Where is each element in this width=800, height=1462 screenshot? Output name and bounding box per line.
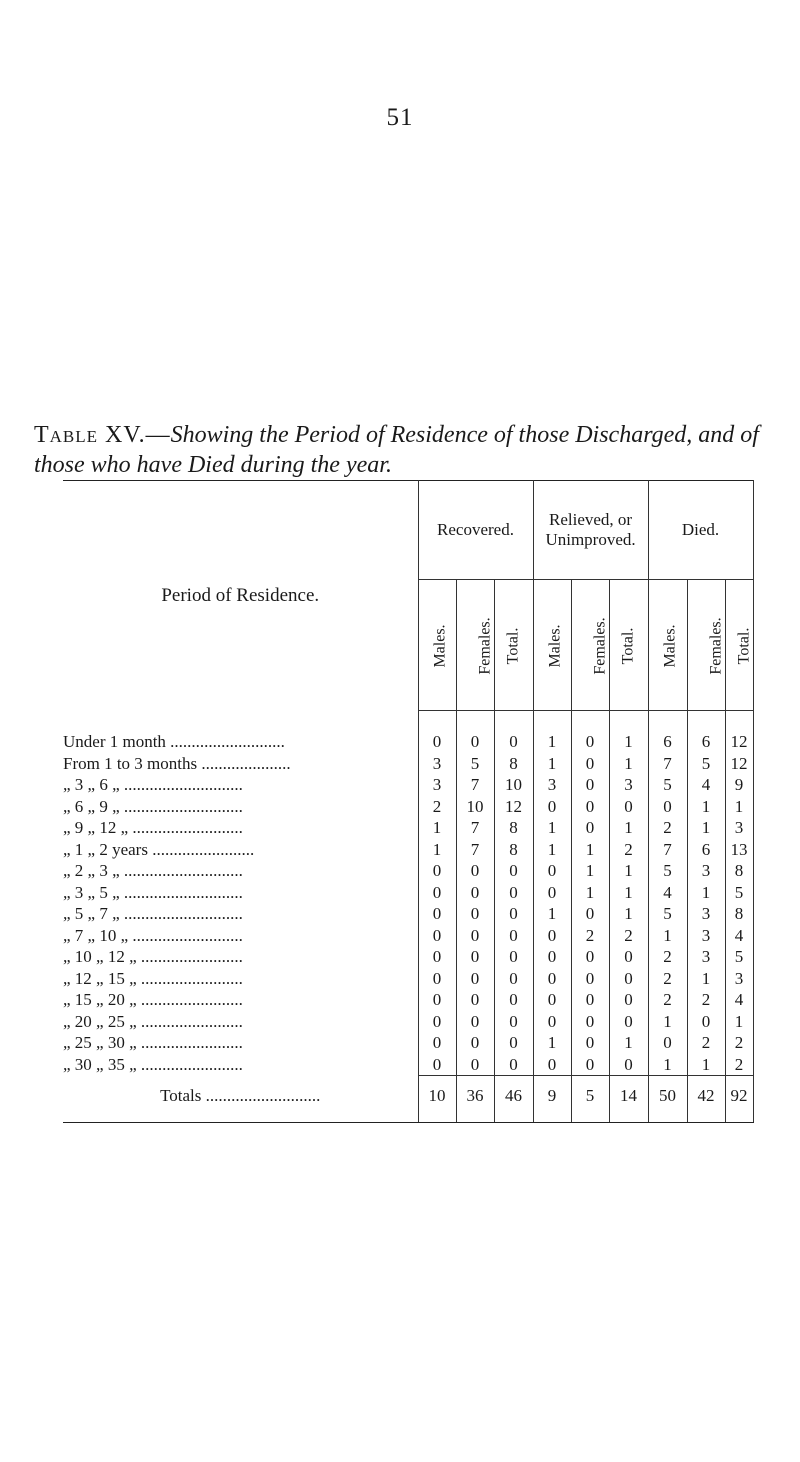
value-cell: 4 <box>725 925 753 947</box>
value-cell: 6 <box>687 731 725 753</box>
total-cell: 5 <box>571 1076 609 1123</box>
value-cell: 0 <box>418 946 456 968</box>
value-cell: 0 <box>571 753 609 775</box>
period-header: Period of Residence. <box>63 481 418 711</box>
value-cell: 0 <box>494 1054 533 1076</box>
value-cell: 1 <box>648 1054 687 1076</box>
total-cell: 50 <box>648 1076 687 1123</box>
value-cell: 2 <box>648 946 687 968</box>
value-cell: 0 <box>533 946 571 968</box>
subheader: Total. <box>494 580 533 711</box>
value-cell: 0 <box>418 989 456 1011</box>
value-cell: 0 <box>571 796 609 818</box>
value-cell: 0 <box>418 731 456 753</box>
value-cell: 12 <box>494 796 533 818</box>
value-cell: 2 <box>725 1032 753 1054</box>
value-cell: 0 <box>494 925 533 947</box>
value-cell: 1 <box>687 882 725 904</box>
value-cell: 2 <box>687 989 725 1011</box>
period-cell: „ 30 „ 35 „ ........................ <box>63 1054 418 1076</box>
value-cell: 1 <box>571 882 609 904</box>
table-row <box>63 882 753 904</box>
value-cell: 0 <box>418 903 456 925</box>
value-cell: 3 <box>725 968 753 990</box>
value-cell: 0 <box>648 1032 687 1054</box>
period-cell: „ 15 „ 20 „ ........................ <box>63 989 418 1011</box>
value-cell: 6 <box>687 839 725 861</box>
value-cell: 1 <box>609 860 648 882</box>
value-cell: 8 <box>494 817 533 839</box>
value-cell: 1 <box>609 753 648 775</box>
group-relieved: Relieved, or Unimproved. <box>533 481 648 580</box>
value-cell: 2 <box>418 796 456 818</box>
period-cell: „ 7 „ 10 „ .......................... <box>63 925 418 947</box>
subheader: Males. <box>533 580 571 711</box>
value-cell: 0 <box>494 882 533 904</box>
value-cell: 0 <box>456 946 494 968</box>
value-cell: 2 <box>648 968 687 990</box>
totals-label: Totals ........................... <box>63 1076 418 1123</box>
value-cell: 8 <box>725 860 753 882</box>
table-row <box>63 817 753 839</box>
value-cell: 5 <box>725 882 753 904</box>
value-cell: 7 <box>648 839 687 861</box>
value-cell: 1 <box>533 817 571 839</box>
value-cell: 1 <box>418 839 456 861</box>
group-recovered: Recovered. <box>418 481 533 580</box>
value-cell: 0 <box>456 1011 494 1033</box>
value-cell: 0 <box>533 968 571 990</box>
value-cell: 7 <box>456 839 494 861</box>
period-cell: „ 20 „ 25 „ ........................ <box>63 1011 418 1033</box>
value-cell: 0 <box>418 1032 456 1054</box>
table-row <box>63 989 753 1011</box>
value-cell: 0 <box>533 989 571 1011</box>
value-cell: 0 <box>418 925 456 947</box>
value-cell: 0 <box>494 968 533 990</box>
table-row <box>63 946 753 968</box>
value-cell: 0 <box>533 882 571 904</box>
table-label: Table XV.— <box>34 422 171 448</box>
value-cell: 3 <box>418 774 456 796</box>
value-cell: 0 <box>609 968 648 990</box>
value-cell: 0 <box>609 796 648 818</box>
value-cell: 0 <box>533 925 571 947</box>
table-row <box>63 753 753 775</box>
value-cell: 1 <box>648 1011 687 1033</box>
value-cell: 0 <box>494 989 533 1011</box>
table-description: Showing the Period of Residence of those Discharged, and of those who have Died during the year. <box>34 422 759 478</box>
subheader: Total. <box>609 580 648 711</box>
value-cell: 2 <box>571 925 609 947</box>
value-cell: 0 <box>456 925 494 947</box>
table-row <box>63 968 753 990</box>
value-cell: 1 <box>687 796 725 818</box>
value-cell: 1 <box>609 903 648 925</box>
value-cell: 0 <box>609 989 648 1011</box>
value-cell: 0 <box>533 1011 571 1033</box>
period-cell: „ 5 „ 7 „ ............................ <box>63 903 418 925</box>
value-cell: 5 <box>456 753 494 775</box>
table-row <box>63 1032 753 1054</box>
value-cell: 1 <box>533 839 571 861</box>
value-cell: 5 <box>725 946 753 968</box>
period-cell: „ 1 „ 2 years ........................ <box>63 839 418 861</box>
value-cell: 0 <box>571 903 609 925</box>
period-cell: „ 10 „ 12 „ ........................ <box>63 946 418 968</box>
value-cell: 0 <box>418 860 456 882</box>
value-cell: 12 <box>725 731 753 753</box>
value-cell: 0 <box>571 817 609 839</box>
value-cell: 0 <box>418 1054 456 1076</box>
period-cell: From 1 to 3 months ..................... <box>63 753 418 775</box>
value-cell: 1 <box>725 1011 753 1033</box>
value-cell: 0 <box>418 1011 456 1033</box>
value-cell: 0 <box>571 1032 609 1054</box>
value-cell: 6 <box>648 731 687 753</box>
value-cell: 5 <box>648 774 687 796</box>
value-cell: 10 <box>494 774 533 796</box>
value-cell: 0 <box>456 1032 494 1054</box>
value-cell: 5 <box>648 860 687 882</box>
period-cell: Under 1 month ........................... <box>63 731 418 753</box>
total-cell: 46 <box>494 1076 533 1123</box>
subheader: Females. <box>456 580 494 711</box>
total-cell: 9 <box>533 1076 571 1123</box>
table-row <box>63 839 753 861</box>
value-cell: 3 <box>418 753 456 775</box>
subheader: Males. <box>418 580 456 711</box>
table-caption <box>34 420 784 480</box>
table-row <box>63 774 753 796</box>
value-cell: 3 <box>687 860 725 882</box>
value-cell: 3 <box>687 946 725 968</box>
value-cell: 0 <box>533 1054 571 1076</box>
value-cell: 0 <box>571 989 609 1011</box>
value-cell: 12 <box>725 753 753 775</box>
value-cell: 1 <box>571 860 609 882</box>
value-cell: 0 <box>687 1011 725 1033</box>
value-cell: 1 <box>725 796 753 818</box>
value-cell: 1 <box>571 839 609 861</box>
period-cell: „ 12 „ 15 „ ........................ <box>63 968 418 990</box>
value-cell: 1 <box>609 1032 648 1054</box>
period-cell: „ 6 „ 9 „ ............................ <box>63 796 418 818</box>
value-cell: 0 <box>533 796 571 818</box>
value-cell: 3 <box>725 817 753 839</box>
value-cell: 0 <box>571 1054 609 1076</box>
value-cell: 0 <box>494 903 533 925</box>
value-cell: 0 <box>609 946 648 968</box>
table-row <box>63 796 753 818</box>
period-cell: „ 3 „ 5 „ ............................ <box>63 882 418 904</box>
value-cell: 0 <box>456 968 494 990</box>
table-row <box>63 731 753 753</box>
value-cell: 0 <box>533 860 571 882</box>
value-cell: 0 <box>494 1011 533 1033</box>
value-cell: 1 <box>533 753 571 775</box>
value-cell: 1 <box>609 817 648 839</box>
value-cell: 0 <box>609 1011 648 1033</box>
value-cell: 8 <box>494 753 533 775</box>
subheader: Females. <box>571 580 609 711</box>
value-cell: 1 <box>648 925 687 947</box>
value-cell: 1 <box>687 1054 725 1076</box>
value-cell: 0 <box>571 946 609 968</box>
value-cell: 3 <box>533 774 571 796</box>
period-cell: „ 3 „ 6 „ ............................ <box>63 774 418 796</box>
value-cell: 0 <box>456 882 494 904</box>
value-cell: 3 <box>687 903 725 925</box>
total-cell: 92 <box>725 1076 753 1123</box>
value-cell: 1 <box>533 903 571 925</box>
total-cell: 14 <box>609 1076 648 1123</box>
value-cell: 3 <box>609 774 648 796</box>
value-cell: 1 <box>533 1032 571 1054</box>
value-cell: 0 <box>456 903 494 925</box>
subheader: Males. <box>648 580 687 711</box>
value-cell: 7 <box>456 817 494 839</box>
value-cell: 1 <box>687 968 725 990</box>
period-cell: „ 9 „ 12 „ .......................... <box>63 817 418 839</box>
value-cell: 0 <box>609 1054 648 1076</box>
value-cell: 2 <box>609 839 648 861</box>
value-cell: 1 <box>687 817 725 839</box>
table-row <box>63 903 753 925</box>
total-cell: 36 <box>456 1076 494 1123</box>
value-cell: 5 <box>687 753 725 775</box>
value-cell: 1 <box>609 731 648 753</box>
value-cell: 2 <box>648 989 687 1011</box>
value-cell: 7 <box>456 774 494 796</box>
total-cell: 10 <box>418 1076 456 1123</box>
total-cell: 42 <box>687 1076 725 1123</box>
value-cell: 2 <box>609 925 648 947</box>
value-cell: 7 <box>648 753 687 775</box>
value-cell: 2 <box>687 1032 725 1054</box>
table-row <box>63 860 753 882</box>
value-cell: 9 <box>725 774 753 796</box>
value-cell: 8 <box>494 839 533 861</box>
value-cell: 8 <box>725 903 753 925</box>
value-cell: 0 <box>456 860 494 882</box>
value-cell: 0 <box>571 731 609 753</box>
value-cell: 3 <box>687 925 725 947</box>
table-row <box>63 925 753 947</box>
value-cell: 13 <box>725 839 753 861</box>
value-cell: 0 <box>494 946 533 968</box>
value-cell: 4 <box>648 882 687 904</box>
value-cell: 0 <box>494 1032 533 1054</box>
residence-table <box>63 480 754 1123</box>
value-cell: 0 <box>648 796 687 818</box>
value-cell: 2 <box>725 1054 753 1076</box>
value-cell: 5 <box>648 903 687 925</box>
value-cell: 0 <box>418 882 456 904</box>
value-cell: 1 <box>533 731 571 753</box>
subheader: Females. <box>687 580 725 711</box>
value-cell: 0 <box>571 968 609 990</box>
value-cell: 4 <box>687 774 725 796</box>
subheader: Total. <box>725 580 753 711</box>
value-cell: 0 <box>494 860 533 882</box>
period-cell: „ 25 „ 30 „ ........................ <box>63 1032 418 1054</box>
value-cell: 1 <box>418 817 456 839</box>
value-cell: 10 <box>456 796 494 818</box>
period-cell: „ 2 „ 3 „ ............................ <box>63 860 418 882</box>
value-cell: 4 <box>725 989 753 1011</box>
page-number: 51 <box>386 104 414 131</box>
totals-row <box>63 1076 753 1123</box>
value-cell: 2 <box>648 817 687 839</box>
table-row <box>63 1054 753 1076</box>
value-cell: 0 <box>494 731 533 753</box>
value-cell: 0 <box>571 774 609 796</box>
table-row <box>63 1011 753 1033</box>
value-cell: 0 <box>456 1054 494 1076</box>
group-died: Died. <box>648 481 753 580</box>
value-cell: 1 <box>609 882 648 904</box>
value-cell: 0 <box>456 989 494 1011</box>
value-cell: 0 <box>418 968 456 990</box>
value-cell: 0 <box>571 1011 609 1033</box>
value-cell: 0 <box>456 731 494 753</box>
